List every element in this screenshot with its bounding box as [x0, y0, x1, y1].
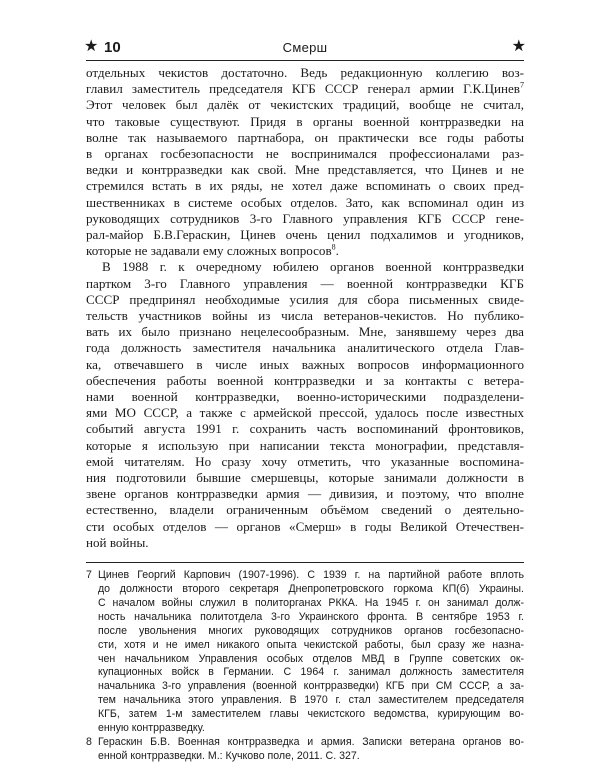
page-number: 10 [104, 39, 121, 56]
text-line: вать их было признано нецелесообразным. Мне, занявшему через два [86, 324, 524, 340]
text-line: года должность заместителя начальника аналитического отдела Глав- [86, 340, 524, 356]
text-line: сти особых отделов — органов «Смерш» в годы Великой Отечествен- [86, 518, 524, 534]
text-line: естественно, владели ограниченным объёмом сведений о деятельно- [86, 502, 524, 518]
footnote-text: купационных войск в Германии. С 1964 г. занимал должность заместителя [98, 666, 524, 679]
footnote-text: енную контрразведку. [98, 722, 205, 735]
text-line: шественниках в системе особых отделов. Зато, как вспоминал один из [86, 194, 524, 210]
text-line: руководящих сотрудников 3-го Главного управления КГБ СССР гене- [86, 210, 524, 226]
text-line: партком 3-го Главного управления — военной контрразведки КГБ [86, 275, 524, 291]
text-line: тельств участников войны из числа ветеранов-чекистов. Но публико- [86, 308, 524, 324]
running-header [86, 38, 524, 61]
text-line: которые не задавали ему сложных вопросов$^8$. [86, 242, 339, 259]
footnote-text: после увольнения многих руководящих сотрудников органов госбезопасно- [98, 624, 524, 637]
footnote-text: Цинев Георгий Карпович (1907-1996). С 1939 г. на партийной работе вплоть [98, 569, 524, 582]
text-line: стремился встать в их ряды, не хотел даже вспоминать о своих пред- [86, 178, 524, 194]
text-line: ной войны. [86, 534, 149, 550]
text-line: СССР предпринял необходимые усилия для сбора письменных свиде- [86, 291, 524, 307]
text-line: ями МО СССР, а также с армейской прессой, удалось после известных [86, 405, 524, 421]
footnote-text: Гераскин Б.В. Военная контрразведка и армия. Записки ветерана органов во- [98, 735, 524, 748]
star-ornament-right-icon: ★ [511, 38, 526, 55]
text-line: событий августа 1991 г. сохранить часть воспоминаний фронтовиков, [86, 421, 524, 437]
footnote-text: С началом войны служил в политорганах РККА. На 1945 г. он занимал долж- [98, 596, 524, 609]
text-line: в органах госбезопасности не воспринимался профессионалами раз- [86, 146, 524, 162]
text-line: В 1988 г. к очередному юбилею органов военной контрразведки [102, 259, 524, 275]
footnote-text: до должности второго секретаря Днепропетровского горкома КП(б) Украины. [98, 583, 524, 595]
text-line: нами военной контрразведки, военно-историческими подразделени- [86, 389, 524, 405]
star-ornament-left-icon: ★ [84, 38, 99, 55]
text-line: ния подготовили бывшие смершевцы, которые занимали должности в [86, 470, 524, 486]
footnote-text: чен начальником Управления особых отделов МВД в Группе советских ок- [98, 652, 524, 665]
footnotes [86, 562, 524, 764]
footnote-ref-7[interactable]: 7 [520, 80, 524, 90]
footnote-7 [86, 569, 524, 736]
paragraph-2 [86, 259, 524, 551]
footnote-number: 8 [86, 735, 92, 748]
text-line: Этот человек был далёк от чекистских традиций, вообще не считал, [86, 97, 524, 113]
text-line: ка, отвечавшего в числе иных важных вопросов информационного [86, 356, 524, 372]
text-line: обеспечения работы военной контрразведки и за контакты с ветера- [86, 372, 524, 388]
text-line: которые я использую при написании текста монографии, представля- [86, 437, 524, 453]
text-line: что таковые существуют. Придя в органы военной контрразведки на [86, 113, 524, 129]
text-line: звене органов контрразведки армия — дивизия, и поэтому, что вполне [86, 486, 524, 502]
footnote-text: енной контрразведки. М.: Кучково поле, 2011. С. 327. [98, 749, 360, 762]
footnote-text: КГБ, затем 1-м заместителем главы чекистского ведомства, курирующим во- [98, 708, 524, 721]
footnote-ref-8[interactable]: 8 [331, 242, 336, 252]
paragraph-1 [86, 65, 524, 259]
footnote-text: сти, хотя и не имел никакого опыта чекистской работы, был сразу же назна- [98, 638, 524, 651]
text-line: волне так называемого партнабора, он практически все годы работы [86, 129, 524, 145]
footnote-number: 7 [86, 569, 92, 582]
text-line: ведки и контрразведки как свой. Мне представляется, что Цинев и не [86, 162, 524, 178]
text-line: отдельных чекистов достаточно. Ведь редакционную коллегию воз- [86, 65, 524, 80]
footnote-text: тем начальника этого управления. В 1970 г. стал заместителем председателя [98, 694, 524, 707]
footnote-text: начальника 3-го управления (военной контрразведки) КГБ при СМ СССР, а за- [98, 680, 524, 693]
main-text [86, 65, 524, 551]
text-line: главил заместитель председателя КГБ СССР генерал армии Г.К.Цинев$^7$ [86, 80, 524, 97]
running-title: Смерш [282, 40, 328, 55]
text-line: емой читателям. Но сразу хочу отметить, что указанные воспомина- [86, 453, 524, 469]
footnote-text: ность начальника политотдела 3-го Украинского фронта. В сентябре 1953 г. [98, 610, 524, 623]
text-line: рал-майор Б.В.Гераскин, Цинев очень ценил подхалимов и угодников, [86, 227, 524, 243]
